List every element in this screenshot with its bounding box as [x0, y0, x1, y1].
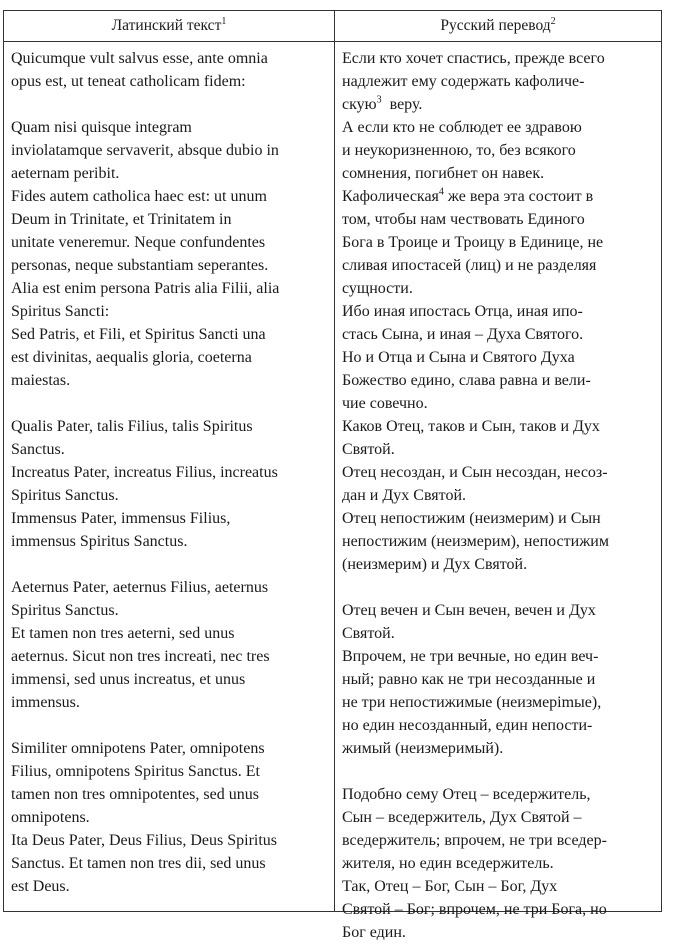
russian-line: Бога в Троице и Троицу в Единице, не — [342, 234, 604, 251]
latin-line: personas, neque substantiam seperantes. — [11, 257, 269, 274]
russian-line: стась Сына, и иная – Духа Святого. — [342, 326, 584, 343]
russian-line: непостижим (неизмерим), непостижим — [342, 533, 609, 550]
latin-line: Sanctus. — [11, 441, 65, 458]
russian-line: дан и Дух Святой. — [342, 487, 466, 504]
russian-line: Но и Отца и Сына и Святого Духа — [342, 349, 575, 366]
russian-line: том, чтобы нам чествовать Единого — [342, 211, 585, 228]
latin-line: Ita Deus Pater, Deus Filius, Deus Spiritus — [11, 832, 278, 849]
russian-line: сливая ипостасей (лиц) и не разделяя — [342, 257, 597, 274]
russian-line: жителя, но един вседержитель. — [342, 855, 554, 872]
russian-line: вседержитель; впрочем, не три вседер- — [342, 832, 607, 849]
russian-line: но един несозданный, един непости- — [342, 717, 593, 734]
latin-line: Sed Patris, et Fili, et Spiritus Sancti una — [11, 326, 266, 343]
russian-line: надлежит ему содержать кафоличе- — [342, 73, 585, 90]
russian-line: А если кто не соблюдет ее здравою — [342, 119, 582, 136]
latin-paragraph — [11, 737, 329, 829]
russian-paragraph — [342, 47, 658, 116]
russian-line: чие совечно. — [342, 395, 428, 412]
latin-line: omnipotens. — [11, 809, 90, 826]
latin-paragraph — [11, 622, 329, 714]
latin-text-column — [11, 42, 329, 911]
russian-line: Святой – Бог; впрочем, не три Бога, но — [342, 901, 607, 918]
russian-line: ный; равно как не три несозданные и — [342, 671, 596, 688]
latin-line: est Deus. — [11, 878, 70, 895]
latin-line: est divinitas, aequalis gloria, coeterna — [11, 349, 252, 366]
latin-line: immensi, sed unus increatus, et unus — [11, 671, 246, 688]
paragraph-gap — [11, 93, 329, 116]
russian-line: не три непостижимые (неизмерimые), — [342, 694, 602, 711]
russian-line: Если кто хочет спастись, прежде всего — [342, 50, 605, 67]
latin-line: Et tamen non tres aeterni, sed unus — [11, 625, 235, 642]
russian-line: и неукоризненною, то, без всякого — [342, 142, 576, 159]
latin-line: aeternus. Sicut non tres increati, nec tres — [11, 648, 270, 665]
table-header — [4, 11, 661, 42]
russian-line: Сын – вседержитель, Дух Святой – — [342, 809, 582, 826]
latin-line: Spiritus Sanctus. — [11, 602, 119, 619]
russian-line: Святой. — [342, 441, 395, 458]
russian-line — [342, 93, 658, 116]
latin-line: Deum in Trinitate, et Trinitatem in — [11, 211, 232, 228]
latin-line: immensus. — [11, 694, 80, 711]
russian-paragraph — [342, 599, 658, 645]
footnote-mark: 3 — [376, 94, 382, 106]
footnote-mark: 1 — [221, 15, 227, 27]
latin-line: immensus Spiritus Sanctus. — [11, 533, 188, 550]
russian-line: жимый (неизмеримый). — [342, 740, 504, 757]
russian-line: Каков Отец, таков и Сын, таков и Дух — [342, 418, 600, 435]
latin-line: Quam nisi quisque integram — [11, 119, 192, 136]
russian-column-header — [335, 11, 661, 41]
latin-paragraph — [11, 323, 329, 392]
latin-line: Similiter omnipotens Pater, omnipotens — [11, 740, 265, 757]
russian-paragraph — [342, 346, 658, 415]
russian-line: Бог един. — [342, 924, 406, 941]
russian-line: Впрочем, не три вечные, но един веч- — [342, 648, 599, 665]
latin-line: aeternam peribit. — [11, 165, 120, 182]
russian-paragraph — [342, 875, 658, 944]
latin-line: Spiritus Sancti: — [11, 303, 110, 320]
latin-line: Filius, omnipotens Spiritus Sanctus. Et — [11, 763, 260, 780]
russian-paragraph — [342, 507, 658, 576]
paragraph-gap — [342, 576, 658, 599]
latin-line: Aeternus Pater, aeternus Filius, aeternus — [11, 579, 269, 596]
russian-text-column — [342, 42, 658, 941]
russian-paragraph — [342, 185, 658, 300]
latin-line: opus est, ut teneat catholicam fidem: — [11, 73, 246, 90]
latin-line: Immensus Pater, immensus Filius, — [11, 510, 231, 527]
footnote-mark: 4 — [438, 186, 444, 198]
latin-paragraph — [11, 576, 329, 622]
latin-line: Quicumque vult salvus esse, ante omnia — [11, 50, 268, 67]
latin-paragraph — [11, 47, 329, 93]
latin-line: tamen non tres omnipotentes, sed unus — [11, 786, 259, 803]
russian-line: Божество едино, слава равна и вели- — [342, 372, 591, 389]
russian-line: Отец вечен и Сын вечен, вечен и Дух — [342, 602, 596, 619]
russian-paragraph — [342, 415, 658, 461]
russian-line: Ибо иная ипостась Отца, иная ипо- — [342, 303, 583, 320]
latin-paragraph — [11, 116, 329, 185]
russian-paragraph — [342, 461, 658, 507]
russian-line: Подобно сему Отец – вседержитель, — [342, 786, 591, 803]
paragraph-gap — [11, 553, 329, 576]
russian-line: Отец несоздан, и Сын несоздан, несоз- — [342, 464, 608, 481]
russian-line: сущности. — [342, 280, 413, 297]
russian-header-title: Русский перевод — [440, 17, 551, 34]
latin-paragraph — [11, 461, 329, 507]
latin-line: unitate veneremur. Neque confundentes — [11, 234, 266, 251]
latin-paragraph — [11, 829, 329, 898]
latin-column-header — [4, 11, 334, 41]
latin-line: maiestas. — [11, 372, 71, 389]
column-divider — [334, 11, 335, 911]
paragraph-gap — [11, 714, 329, 737]
russian-line: Так, Отец – Бог, Сын – Бог, Дух — [342, 878, 558, 895]
russian-paragraph — [342, 116, 658, 185]
latin-line: Alia est enim persona Patris alia Filii, alia — [11, 280, 280, 297]
russian-paragraph — [342, 783, 658, 875]
russian-line: сомнения, погибнет он навек. — [342, 165, 545, 182]
latin-paragraph — [11, 507, 329, 553]
latin-line: Spiritus Sanctus. — [11, 487, 119, 504]
footnote-mark: 2 — [550, 15, 556, 27]
latin-line: Increatus Pater, increatus Filius, increatus — [11, 464, 278, 481]
latin-header-title: Латинский текст — [111, 17, 222, 34]
latin-line: Fides autem catholica haec est: ut unum — [11, 188, 267, 205]
creed-table — [3, 10, 662, 941]
line-text: Кафолическая — [342, 188, 439, 205]
latin-line: Sanctus. Et tamen non tres dii, sed unus — [11, 855, 266, 872]
paragraph-gap — [342, 760, 658, 783]
russian-paragraph — [342, 300, 658, 346]
russian-line: Отец непостижим (неизмерим) и Сын — [342, 510, 601, 527]
line-text: веру. — [381, 96, 423, 113]
paragraph-gap — [11, 392, 329, 415]
russian-line: (неизмерим) и Дух Святой. — [342, 556, 528, 573]
latin-paragraph — [11, 185, 329, 277]
latin-line: inviolatamque servaverit, absque dubio in — [11, 142, 279, 159]
russian-paragraph — [342, 645, 658, 760]
line-text: скую — [342, 96, 377, 113]
latin-line: Qualis Pater, talis Filius, talis Spiritus — [11, 418, 253, 435]
latin-paragraph — [11, 277, 329, 323]
line-text: же вера эта состоит в — [443, 188, 594, 205]
russian-line — [342, 185, 658, 208]
latin-paragraph — [11, 415, 329, 461]
russian-line: Святой. — [342, 625, 395, 642]
